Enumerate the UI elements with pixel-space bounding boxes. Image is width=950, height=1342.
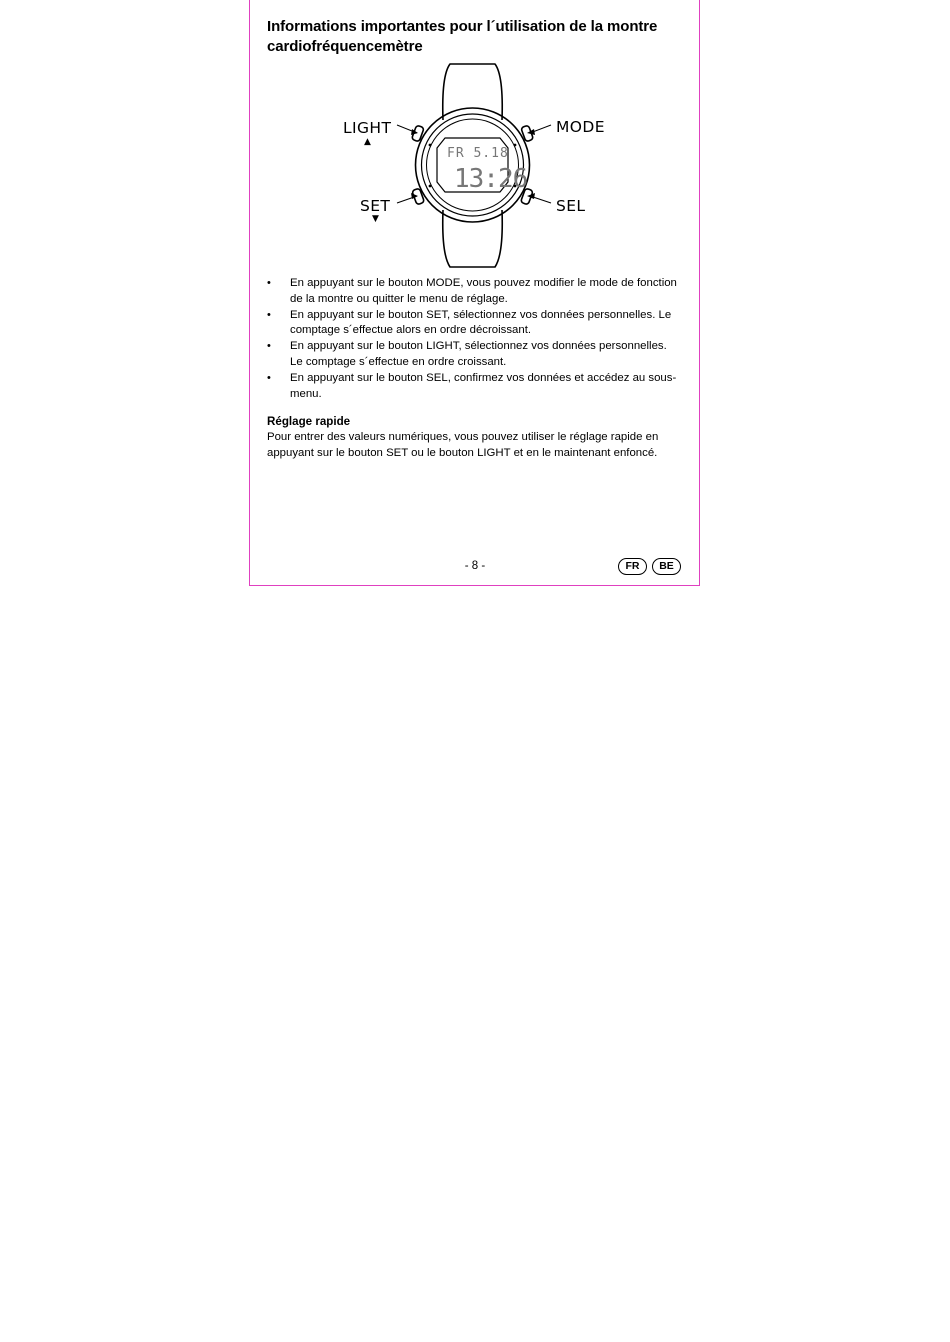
button-name: LIGHT	[426, 340, 459, 353]
light-up-arrow-icon: ▲	[364, 137, 371, 147]
button-name: LIGHT	[477, 446, 511, 459]
language-badges	[618, 558, 681, 576]
display-top-line: FR 5.18	[447, 146, 509, 161]
button-name: MODE	[426, 277, 461, 289]
language-badge-be: BE	[652, 558, 681, 575]
display-time: 13:26	[454, 164, 528, 194]
list-item: • En appuyant sur le bouton MODE, vous pouvez modifier le mode de fonction de la montre ou quitter le menu de réglage.	[267, 277, 677, 305]
language-badge-fr: FR	[618, 558, 647, 575]
watch-illustration	[330, 62, 620, 270]
mode-label: MODE	[556, 118, 605, 136]
bullet-icon: •	[267, 277, 271, 289]
bullet-icon: •	[267, 340, 271, 353]
section-paragraph: Pour entrer des valeurs numériques, vous pouvez utiliser le réglage rapide en appuyant sur le bouton SET ou le bouton LIGHT et en le maintenant enfoncé.	[267, 431, 659, 459]
bullet-icon: •	[267, 371, 271, 384]
list-item: • En appuyant sur le bouton SET, sélectionnez vos données personnelles. Le comptage s´effectue alors en ordre décroissant.	[267, 308, 672, 337]
watch-drawing	[330, 62, 620, 270]
button-name: SEL	[426, 371, 448, 384]
button-instructions-list	[267, 276, 677, 402]
list-item: • En appuyant sur le bouton LIGHT, sélectionnez vos données personnelles. Le comptage s´effectue en ordre croissant.	[267, 340, 667, 368]
list-item: • En appuyant sur le bouton SEL, confirmez vos données et accédez au sous-menu.	[267, 371, 677, 400]
page-title: Informations importantes pour l´utilisation de la montre cardiofréquencemètre	[267, 18, 658, 55]
page-number: - 8 -	[464, 560, 486, 572]
bullet-icon: •	[267, 308, 271, 321]
sel-label: SEL	[556, 197, 586, 215]
light-label: LIGHT	[343, 119, 392, 137]
set-label: SET	[360, 197, 391, 215]
button-name: SET	[426, 308, 448, 321]
set-down-arrow-icon: ▼	[372, 214, 379, 224]
section-heading: Réglage rapide	[267, 415, 351, 428]
button-name: SET	[386, 446, 409, 459]
